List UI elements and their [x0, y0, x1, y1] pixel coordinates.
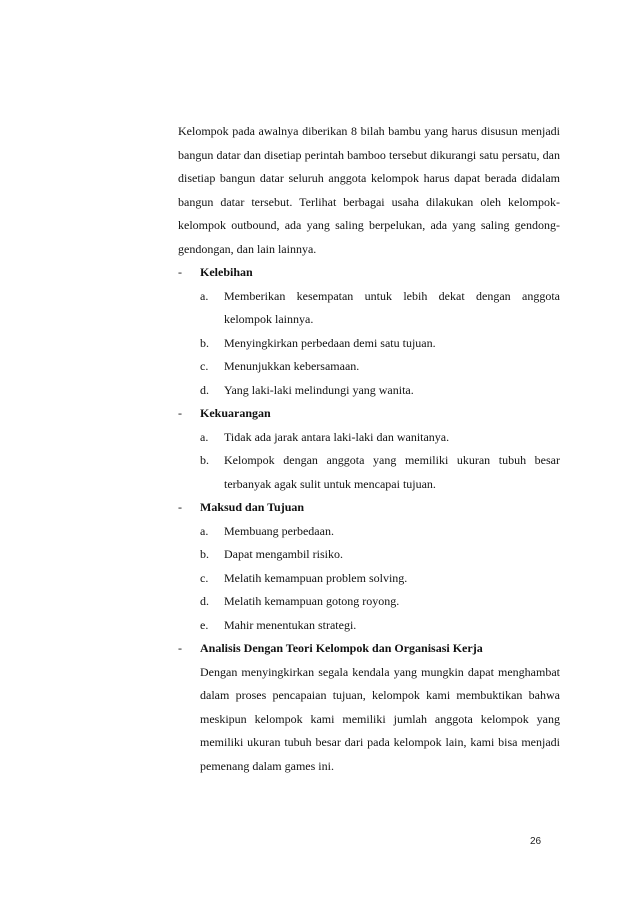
- list-item: [200, 426, 560, 450]
- item-list: [178, 520, 560, 638]
- item-marker: b.: [200, 453, 209, 467]
- dash-bullet: -: [178, 406, 182, 420]
- section-heading: [178, 402, 560, 426]
- section-analisis: [178, 637, 560, 778]
- item-marker: c.: [200, 359, 209, 373]
- section-kelebihan: [178, 261, 560, 402]
- item-text: Yang laki-laki melindungi yang wanita.: [224, 382, 414, 397]
- section-kekuarangan: [178, 402, 560, 496]
- section-title: Analisis Dengan Teori Kelompok dan Organisasi Kerja: [200, 641, 483, 655]
- section-heading: [178, 637, 560, 661]
- item-text: Menyingkirkan perbedaan demi satu tujuan.: [224, 335, 436, 350]
- item-text: Tidak ada jarak antara laki-laki dan wanitanya.: [224, 429, 450, 444]
- list-item: [200, 567, 560, 591]
- item-text: Melatih kemampuan gotong royong.: [224, 594, 400, 608]
- list-item: [200, 449, 560, 496]
- item-marker: d.: [200, 594, 209, 608]
- dash-bullet: -: [178, 641, 182, 655]
- item-marker: c.: [200, 570, 209, 585]
- item-text: Membuang perbedaan.: [224, 523, 334, 538]
- section-heading: [178, 261, 560, 285]
- item-text: Memberikan kesempatan untuk lebih dekat dengan anggota kelompok lainnya.: [224, 288, 560, 326]
- item-list: [178, 285, 560, 403]
- item-text: Menunjukkan kebersamaan.: [224, 359, 360, 373]
- list-item: [200, 614, 560, 638]
- list-item: [200, 590, 560, 614]
- item-marker: e.: [200, 617, 209, 632]
- item-marker: d.: [200, 382, 209, 397]
- section-heading: [178, 496, 560, 520]
- item-marker: b.: [200, 335, 209, 350]
- section-title: Kelebihan: [200, 265, 253, 279]
- item-marker: a.: [200, 429, 209, 444]
- page-content: [178, 120, 560, 778]
- dash-bullet: -: [178, 500, 182, 514]
- item-marker: b.: [200, 547, 209, 561]
- item-marker: a.: [200, 523, 209, 538]
- item-text: Mahir menentukan strategi.: [224, 617, 357, 632]
- intro-paragraph: Kelompok pada awalnya diberikan 8 bilah bambu yang harus disusun menjadi bangun datar dan disetiap perintah bamboo tersebut dikurangi satu persatu, dan disetiap bangun datar seluruh anggota kelompok harus dapat berada didalam bangun datar tersebut. Terlihat berbagai usaha dilakukan oleh kelompok-kelompok outbound, ada yang saling berpelukan, ada yang saling gendong-gendongan, dan lain lainnya.: [178, 124, 560, 256]
- section-title: Kekuarangan: [200, 406, 271, 420]
- list-item: [200, 355, 560, 379]
- analysis-paragraph: Dengan menyingkirkan segala kendala yang mungkin dapat menghambat dalam proses pencapaian tujuan, kelompok kami membuktikan bahwa meskipun kelompok kami memiliki jumlah anggota kelompok yang memiliki ukuran tubuh besar dari pada kelompok lain, kami bisa menjadi pemenang dalam games ini.: [200, 664, 560, 773]
- list-item: [200, 332, 560, 356]
- section-maksud-dan-tujuan: [178, 496, 560, 637]
- item-text: Melatih kemampuan problem solving.: [224, 570, 408, 585]
- dash-bullet: -: [178, 265, 182, 279]
- item-list: [178, 426, 560, 497]
- list-item: [200, 520, 560, 544]
- item-marker: a.: [200, 288, 209, 303]
- list-item: [200, 285, 560, 332]
- section-title: Maksud dan Tujuan: [200, 500, 305, 514]
- page-number: 26: [530, 836, 542, 847]
- item-text: Kelompok dengan anggota yang memiliki ukuran tubuh besar terbanyak agak sulit untuk mencapai tujuan.: [224, 453, 560, 491]
- list-item: [200, 543, 560, 567]
- item-text: Dapat mengambil risiko.: [224, 547, 343, 561]
- list-item: [200, 379, 560, 403]
